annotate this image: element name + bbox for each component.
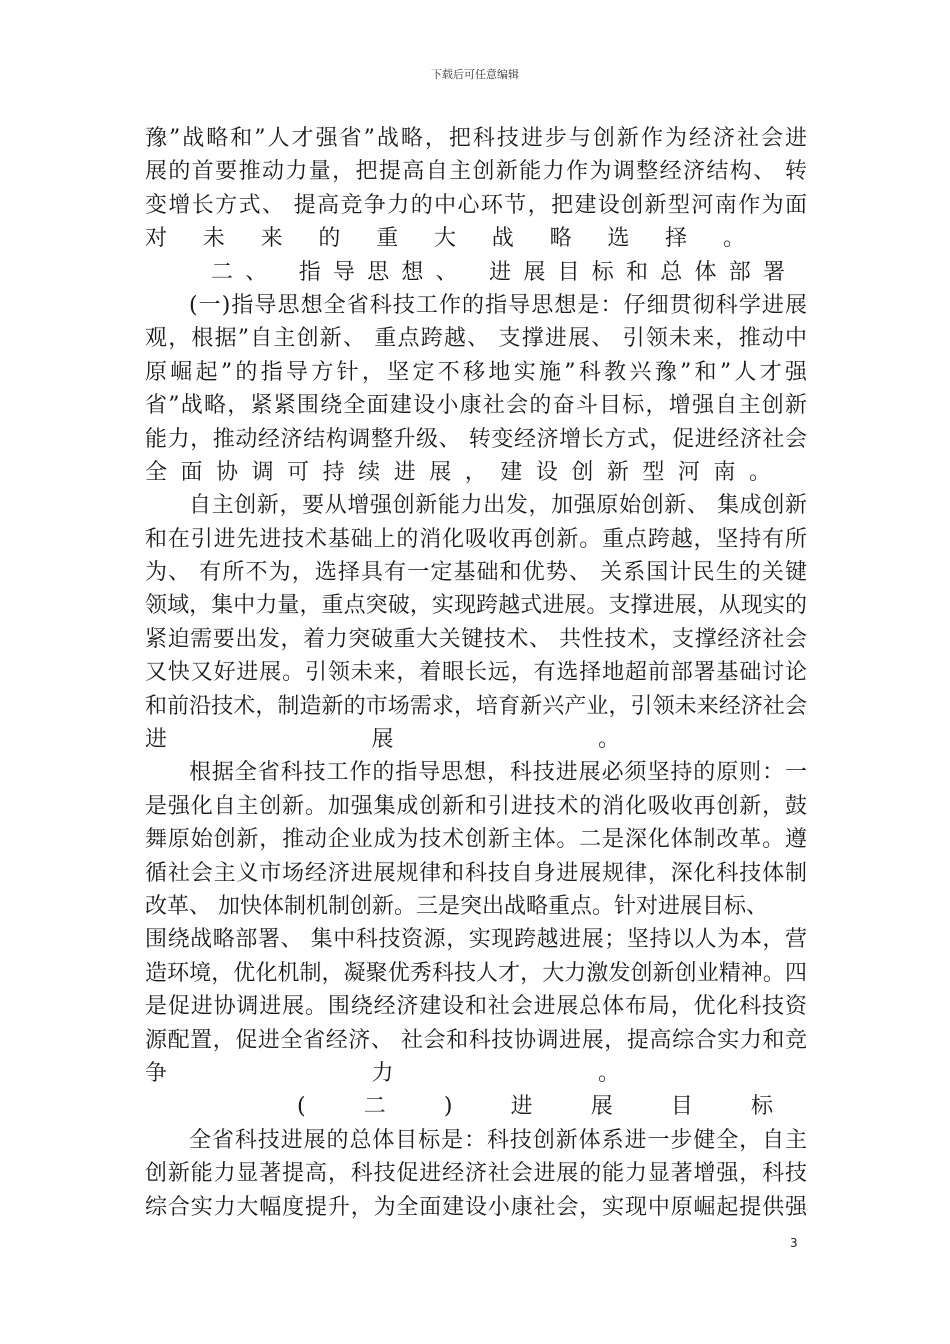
text-line: 是促进协调进展。围绕经济建设和社会进展总体布局，优化科技资 — [145, 994, 807, 1020]
text-line: 进展。 — [145, 727, 620, 753]
text-line: 争力。 — [145, 1060, 620, 1086]
text-line: 综合实力大幅度提升，为全面建设小康社会，实现中原崛起提供强 — [145, 1194, 807, 1220]
text-line: 对未来的重大战略选择。 — [145, 226, 745, 252]
text-line: 改革、 加快体制机制创新。三是突出战略重点。针对进展目标、 — [145, 893, 768, 919]
text-line: 和前沿技术，制造新的市场需求，培育新兴产业，引领未来经济社会 — [145, 693, 807, 719]
text-line: 围绕战略部署、 集中科技资源，实现跨越进展；坚持以人为本，营 — [145, 927, 807, 953]
text-line: 造环境，优化机制，凝聚优秀科技人才，大力激发创新创业精神。四 — [145, 960, 807, 986]
text-line: 是强化自主创新。加强集成创新和引进技术的消化吸收再创新，鼓 — [145, 793, 807, 819]
text-line: 全省科技进展的总体目标是：科技创新体系进一步健全，自主 — [189, 1127, 807, 1153]
page-number: 3 — [790, 1236, 798, 1250]
text-line: 自主创新，要从增强创新能力出发，加强原始创新、 集成创新 — [189, 493, 807, 519]
section-heading: 二、 指导思想、 进展目标和总体部署 — [211, 259, 787, 285]
text-line: 省”战略，紧紧围绕全面建设小康社会的奋斗目标，增强自主创新 — [145, 393, 807, 419]
text-line: 为、 有所不为，选择具有一定基础和优势、 关系国计民生的关键 — [145, 560, 807, 586]
text-line: 紧迫需要出发，着力突破重大关键技术、 共性技术，支撑经济社会 — [145, 626, 807, 652]
document-body — [145, 122, 807, 1224]
text-line: 又快又好进展。引领未来，着眼长远，有选择地超前部署基础讨论 — [145, 660, 807, 686]
text-line: (一)指导思想全省科技工作的指导思想是：仔细贯彻科学进展 — [189, 292, 807, 318]
text-line: 舞原始创新，推动企业成为技术创新主体。二是深化体制改革。遵 — [145, 827, 807, 853]
text-line: 全面协调可持续进展，建设创新型河南。 — [145, 459, 771, 485]
text-line: 原崛起”的指导方针，坚定不移地实施”科教兴豫”和”人才强 — [145, 359, 807, 385]
text-line: 观，根据”自主创新、 重点跨越、 支撑进展、 引领未来，推动中 — [145, 326, 807, 352]
page-header: 下载后可任意编辑 — [431, 68, 519, 81]
text-line: 循社会主义市场经济进展规律和科技自身进展规律，深化科技体制 — [145, 860, 807, 886]
text-line: 展的首要推动力量，把提高自主创新能力作为调整经济结构、 转 — [145, 159, 807, 185]
text-line: 根据全省科技工作的指导思想，科技进展必须坚持的原则：一 — [189, 760, 807, 786]
text-line: 变增长方式、 提高竞争力的中心环节，把建设创新型河南作为面 — [145, 192, 807, 218]
text-line: 和在引进先进技术基础上的消化吸收再创新。重点跨越，坚持有所 — [145, 526, 807, 552]
text-line: 领域，集中力量，重点突破，实现跨越式进展。支撑进展，从现实的 — [145, 593, 807, 619]
text-line: 源配置，促进全省经济、 社会和科技协调进展，提高综合实力和竞 — [145, 1027, 807, 1053]
text-line: 能力，推动经济结构调整升级、 转变经济增长方式，促进经济社会 — [145, 426, 807, 452]
section-heading: (二)进展目标 — [297, 1094, 773, 1120]
text-line: 豫”战略和”人才强省”战略，把科技进步与创新作为经济社会进 — [145, 126, 807, 151]
text-line: 创新能力显著提高，科技促进经济社会进展的能力显著增强，科技 — [145, 1161, 807, 1187]
